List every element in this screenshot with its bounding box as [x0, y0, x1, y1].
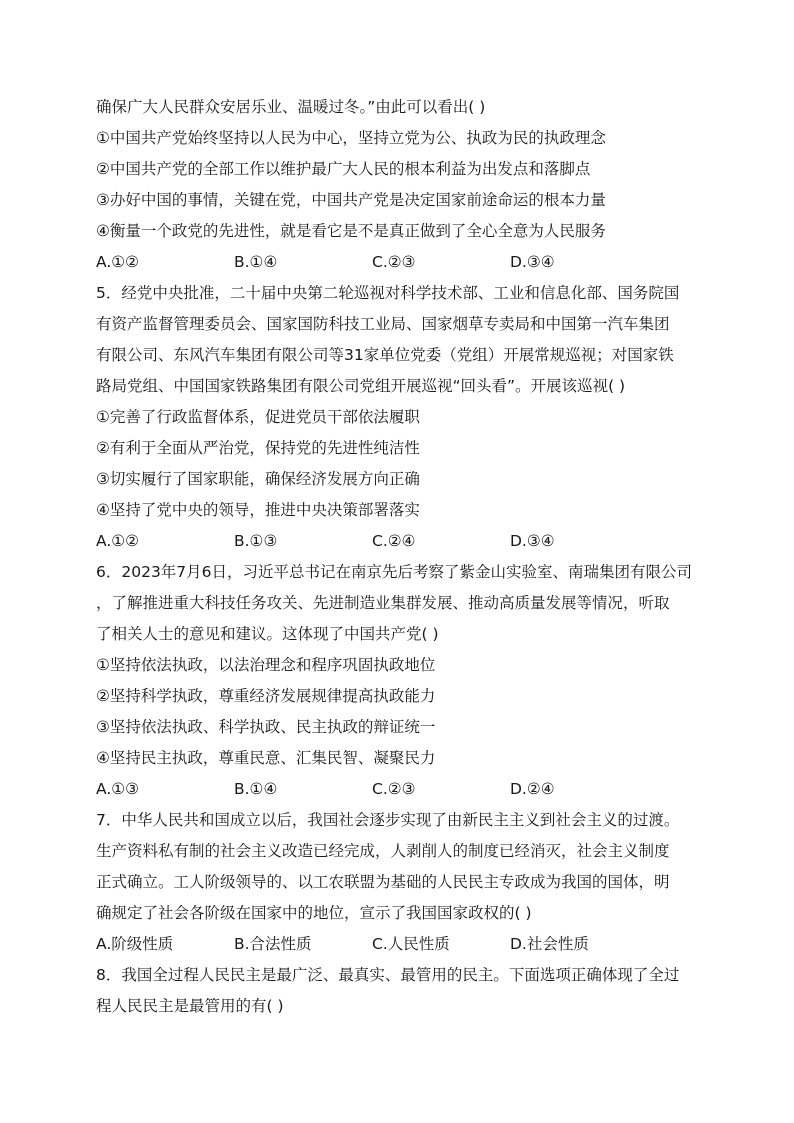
- option-b: B.①④: [234, 253, 278, 271]
- question-4-item-2: ②中国共产党的全部工作以维护最广大人民的根本利益为出发点和落脚点: [96, 160, 591, 178]
- question-4-item-4: ④衡量一个政党的先进性，就是看它是不是真正做到了全心全意为人民服务: [96, 222, 606, 240]
- page-content: [96, 92, 700, 1022]
- question-5-stem-line-4: 路局党组、中国国家铁路集团有限公司党组开展巡视“回头看”。开展该巡视( ): [96, 377, 626, 395]
- question-8-stem-line-1: 8．我国全过程人民民主是最广泛、最真实、最管用的民主。下面选项正确体现了全过: [96, 966, 680, 984]
- question-4: [96, 92, 700, 278]
- question-5-stem-line-1: 5．经党中央批准，二十届中央第二轮巡视对科学技术部、工业和信息化部、国务院国: [96, 284, 680, 302]
- question-7-stem-line-4: 确规定了社会各阶级在国家中的地位，宣示了我国国家政权的( ): [96, 904, 532, 922]
- option-c: C.人民性质: [372, 935, 450, 953]
- option-b: B.①④: [234, 780, 278, 798]
- question-5-item-4: ④坚持了党中央的领导，推进中央决策部署落实: [96, 501, 420, 519]
- question-7-stem-line-1: 7．中华人民共和国成立以后，我国社会逐步实现了由新民主主义到社会主义的过渡。: [96, 811, 680, 829]
- question-5-item-2: ②有利于全面从严治党，保持党的先进性纯洁性: [96, 439, 420, 457]
- option-a: A.①③: [96, 780, 140, 798]
- question-6-options: [96, 774, 700, 805]
- question-6-item-2: ②坚持科学执政，尊重经济发展规律提高执政能力: [96, 687, 436, 705]
- option-d: D.②④: [510, 780, 555, 798]
- option-c: C.②③: [372, 253, 416, 271]
- question-5-item-3: ③切实履行了国家职能，确保经济发展方向正确: [96, 470, 420, 488]
- question-4-item-1: ①中国共产党始终坚持以人民为中心，坚持立党为公、执政为民的执政理念: [96, 129, 606, 147]
- question-5-stem-line-3: 有限公司、东风汽车集团有限公司等31家单位党委（党组）开展常规巡视；对国家铁: [96, 346, 674, 364]
- question-6-item-1: ①坚持依法执政，以法治理念和程序巩固执政地位: [96, 656, 436, 674]
- question-6-stem-line-1: 6．2023年7月6日，习近平总书记在南京先后考察了紫金山实验室、南瑞集团有限公司: [96, 563, 693, 581]
- question-6-stem-line-2: ，了解推进重大科技任务攻关、先进制造业集群发展、推动高质量发展等情况，听取: [96, 594, 670, 612]
- option-d: D.社会性质: [510, 935, 589, 953]
- option-d: D.③④: [510, 532, 555, 550]
- question-6: [96, 557, 700, 805]
- option-a: A.①②: [96, 532, 140, 550]
- question-8-stem-line-2: 程人民民主是最管用的有( ): [96, 997, 284, 1015]
- question-8: [96, 960, 700, 1022]
- option-c: C.②④: [372, 532, 416, 550]
- question-5: [96, 278, 700, 557]
- question-5-options: [96, 526, 700, 557]
- question-4-item-3: ③办好中国的事情，关键在党，中国共产党是决定国家前途命运的根本力量: [96, 191, 606, 209]
- question-5-stem-line-2: 有资产监督管理委员会、国家国防科技工业局、国家烟草专卖局和中国第一汽车集团: [96, 315, 670, 333]
- question-6-item-3: ③坚持依法执政、科学执政、民主执政的辩证统一: [96, 718, 436, 736]
- question-7: [96, 805, 700, 960]
- question-7-options: [96, 929, 700, 960]
- question-4-stem: 确保广大人民群众安居乐业、温暖过冬。”由此可以看出( ): [96, 98, 486, 116]
- option-c: C.②③: [372, 780, 416, 798]
- option-b: B.合法性质: [234, 935, 312, 953]
- question-6-stem-line-3: 了相关人士的意见和建议。这体现了中国共产党( ): [96, 625, 439, 643]
- question-5-item-1: ①完善了行政监督体系，促进党员干部依法履职: [96, 408, 420, 426]
- question-4-options: [96, 247, 700, 278]
- option-a: A.①②: [96, 253, 140, 271]
- option-b: B.①③: [234, 532, 278, 550]
- option-a: A.阶级性质: [96, 935, 174, 953]
- option-d: D.③④: [510, 253, 555, 271]
- question-7-stem-line-3: 正式确立。工人阶级领导的、以工农联盟为基础的人民民主专政成为我国的国体，明: [96, 873, 670, 891]
- question-7-stem-line-2: 生产资料私有制的社会主义改造已经完成，人剥削人的制度已经消灭，社会主义制度: [96, 842, 670, 860]
- question-6-item-4: ④坚持民主执政，尊重民意、汇集民智、凝聚民力: [96, 749, 436, 767]
